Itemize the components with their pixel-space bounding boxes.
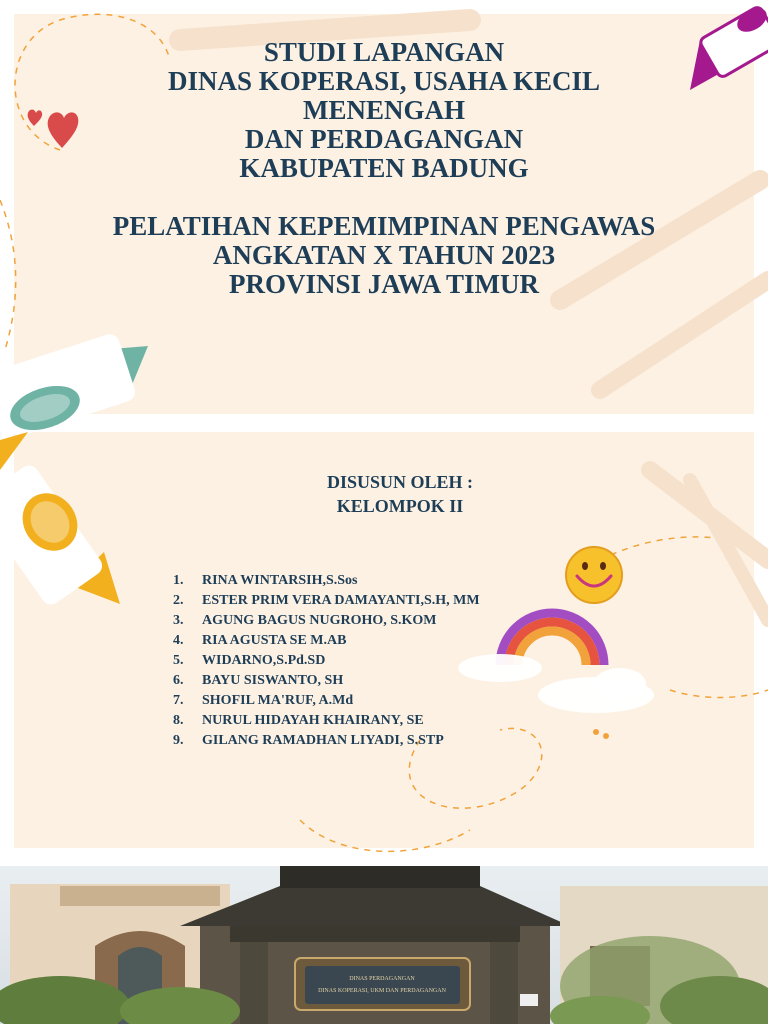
- byline-prepared-by: DISUSUN OLEH :: [326, 472, 474, 492]
- title-line: STUDI LAPANGAN: [263, 37, 505, 67]
- list-item-number: 1.: [173, 573, 184, 588]
- list-item-name: GILANG RAMADHAN LIYADI, S.STP: [202, 733, 444, 748]
- list-item-number: 5.: [173, 653, 184, 668]
- title-line: KABUPATEN BADUNG: [239, 153, 529, 183]
- title-line: DAN PERDAGANGAN: [244, 124, 524, 154]
- subtitle-line: ANGKATAN X TAHUN 2023: [212, 240, 556, 270]
- office-building-photo: [0, 866, 768, 1024]
- title-line: DINAS KOPERASI, USAHA KECIL: [167, 66, 601, 96]
- member-list: [173, 571, 513, 751]
- list-item-number: 8.: [173, 713, 184, 728]
- list-item: [173, 711, 513, 731]
- list-item-name: RINA WINTARSIH,S.Sos: [202, 573, 358, 588]
- list-item-number: 9.: [173, 733, 184, 748]
- list-item-name: BAYU SISWANTO, SH: [202, 673, 344, 688]
- subtitle-line: PROVINSI JAWA TIMUR: [228, 269, 540, 299]
- byline-group: KELOMPOK II: [336, 496, 464, 516]
- dashed-curve-far-right: [670, 690, 768, 698]
- signboard-line-1: DINAS PERDAGANGAN: [349, 976, 415, 982]
- list-item: [173, 731, 513, 751]
- list-item: [173, 671, 513, 691]
- list-item-name: RIA AGUSTA SE M.AB: [202, 633, 347, 648]
- list-item: [173, 631, 513, 651]
- list-item-number: 2.: [173, 593, 184, 608]
- list-item-name: ESTER PRIM VERA DAMAYANTI,S.H, MM: [202, 593, 480, 608]
- author-byline: [0, 470, 768, 518]
- list-item-number: 7.: [173, 693, 184, 708]
- list-item-name: AGUNG BAGUS NUGROHO, S.KOM: [202, 613, 437, 628]
- list-item: [173, 611, 513, 631]
- list-item-number: 6.: [173, 673, 184, 688]
- title-gap: [0, 183, 768, 212]
- list-item-number: 3.: [173, 613, 184, 628]
- list-item: [173, 591, 513, 611]
- list-item: [173, 651, 513, 671]
- dashed-curve-bottom: [300, 820, 470, 851]
- list-item: [173, 691, 513, 711]
- orange-crayon-icon: [0, 432, 120, 608]
- list-item-name: WIDARNO,S.Pd.SD: [202, 653, 326, 668]
- title-block: [0, 38, 768, 299]
- title-line: MENENGAH: [303, 95, 465, 125]
- list-item: [173, 571, 513, 591]
- list-item-name: NURUL HIDAYAH KHAIRANY, SE: [202, 713, 424, 728]
- signboard-line-2: DINAS KOPERASI, UKM DAN PERDAGANGAN: [318, 988, 446, 994]
- subtitle-line: PELATIHAN KEPEMIMPINAN PENGAWAS: [112, 211, 656, 241]
- smiley-icon: [566, 547, 622, 603]
- list-item-number: 4.: [173, 633, 184, 648]
- teal-crayon-icon: [0, 332, 148, 439]
- list-item-name: SHOFIL MA'RUF, A.Md: [202, 693, 354, 708]
